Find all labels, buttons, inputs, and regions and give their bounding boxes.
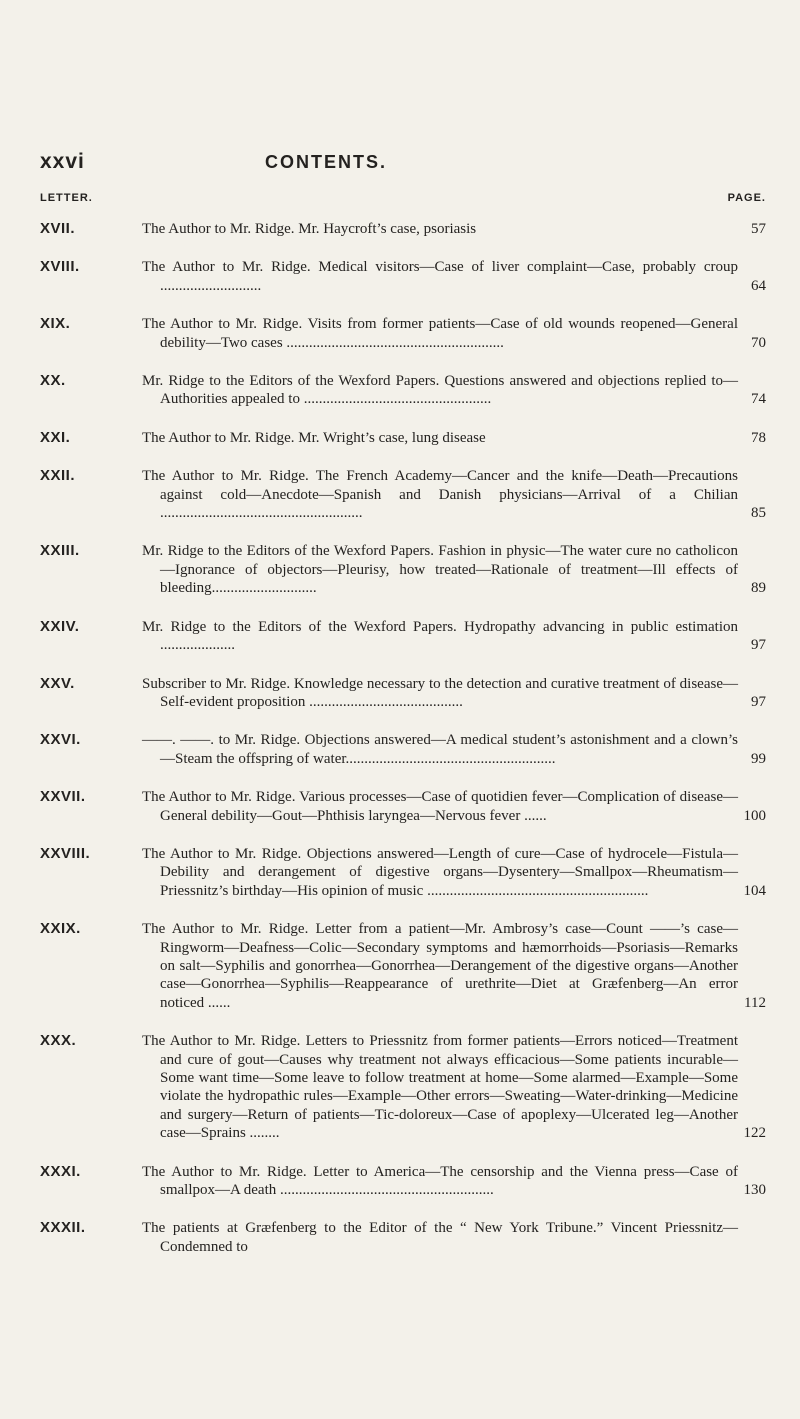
- letter-numeral: XXXII.: [40, 1219, 86, 1237]
- entry-page: 85: [751, 505, 766, 522]
- entry-page: 100: [743, 807, 766, 824]
- entry-page: 78: [751, 429, 766, 446]
- entry-description: Mr. Ridge to the Editors of the Wexford Papers. Questions answered and objections replied to—Authorities appealed to ..................................................: [142, 373, 738, 408]
- entry-page: 97: [751, 693, 766, 710]
- page-column-header: PAGE.: [727, 192, 766, 204]
- toc-entry: [40, 788, 766, 825]
- entry-description: The Author to Mr. Ridge. Mr. Wright’s case, lung disease: [142, 429, 486, 446]
- toc-entry: [40, 731, 766, 768]
- page-number: xxvi: [40, 150, 85, 173]
- letter-numeral: XXVI.: [40, 731, 81, 749]
- entry-description: The Author to Mr. Ridge. Mr. Haycroft’s case, psoriasis: [142, 221, 477, 237]
- toc-entry: [40, 1163, 766, 1200]
- entry-page: 97: [751, 637, 766, 654]
- entry-page: 70: [751, 334, 766, 351]
- toc-entry: [40, 1219, 766, 1256]
- entry-page: 130: [743, 1182, 766, 1199]
- toc-entry: [40, 675, 766, 712]
- toc-entry: [40, 220, 766, 238]
- entry-description: The Author to Mr. Ridge. Letter from a patient—Mr. Ambrosy’s case—Count ——’s case—Ringworm—Deafness—Colic—Secondary symptoms and hæmorrhoids—Psoriasis—Remarks on salt—Syphilis and gonorrhea—Gonorrhea—Derangement of the digestive organs—Another case—Gonorrhea—Syphilis—Reappearance of urethrite—Diet at Græfenberg—An error noticed ......: [142, 921, 738, 1011]
- letter-numeral: XXV.: [40, 674, 75, 692]
- toc-entry: [40, 920, 766, 1012]
- entry-description: The Author to Mr. Ridge. Letter to America—The censorship and the Vienna press—Case of smallpox—A death .........................................................: [142, 1163, 738, 1199]
- letter-numeral: XXIX.: [40, 920, 81, 938]
- entry-description: The Author to Mr. Ridge. Objections answered—Length of cure—Case of hydrocele—Fistula—Debility and derangement of digestive organs—Dysentery—Smallpox—Rheumatism—Priessnitz’s birthday—His opinion of music ...........................................................: [142, 845, 738, 899]
- entry-description: The Author to Mr. Ridge. Various processes—Case of quotidien fever—Complication of disease—General debility—Gout—Phthisis laryngea—Nervous fever ......: [142, 789, 738, 824]
- letter-numeral: XXIV.: [40, 617, 80, 635]
- letter-numeral: XXII.: [40, 467, 76, 485]
- entry-page: 112: [744, 994, 766, 1011]
- contents-list: [40, 220, 766, 1276]
- entry-page: 74: [751, 391, 766, 408]
- letter-numeral: XXIII.: [40, 542, 80, 560]
- entry-page: 64: [751, 277, 766, 294]
- entry-page: 99: [751, 750, 766, 767]
- letter-numeral: XXXI.: [40, 1162, 81, 1180]
- entry-description: The patients at Græfenberg to the Editor of the “ New York Tribune.” Vincent Priessnitz—Condemned to: [142, 1220, 738, 1255]
- toc-entry: [40, 845, 766, 900]
- letter-numeral: XXX.: [40, 1032, 77, 1050]
- letter-numeral: XXVII.: [40, 788, 86, 806]
- toc-entry: [40, 315, 766, 352]
- toc-entry: [40, 372, 766, 409]
- entry-description: Mr. Ridge to the Editors of the Wexford Papers. Hydropathy advancing in public estimation ....................: [142, 618, 738, 654]
- running-head: [40, 150, 740, 174]
- letter-numeral: XVIII.: [40, 258, 80, 276]
- entry-description: The Author to Mr. Ridge. Visits from former patients—Case of old wounds reopened—General debility—Two cases ..........................................................: [142, 316, 738, 351]
- toc-entry: [40, 258, 766, 295]
- entry-description: The Author to Mr. Ridge. The French Academy—Cancer and the knife—Death—Precautions against cold—Anecdote—Spanish and Danish physicians—Arrival of a Chilian ......................................................: [142, 468, 738, 522]
- column-headers: [40, 192, 766, 208]
- entry-description: ——. ——. to Mr. Ridge. Objections answered—A medical student’s astonishment and a clown’s—Steam the offspring of water........................................................: [142, 732, 738, 767]
- toc-entry: [40, 467, 766, 522]
- toc-entry: [40, 429, 766, 447]
- toc-entry: [40, 1032, 766, 1142]
- entry-page: 89: [751, 580, 766, 597]
- letter-column-header: LETTER.: [40, 192, 93, 204]
- entry-page: 122: [743, 1125, 766, 1142]
- entry-page: 57: [751, 221, 766, 237]
- toc-entry: [40, 618, 766, 655]
- letter-numeral: XXI.: [40, 428, 71, 446]
- entry-description: The Author to Mr. Ridge. Letters to Priessnitz from former patients—Errors noticed—Treatment and cure of gout—Causes why treatment not always efficacious—Some patients incurable—Some want time—Some leave to follow treatment at home—Some alarmed—Example—Some violate the hydropathic rules—Example—Other errors—Sweating—Water-drinking—Medicine and surgery—Return of patients—Tic-doloreux—Case of apoplexy—Ulcerated leg—Another case—Sprains ........: [142, 1033, 738, 1142]
- running-title: CONTENTS.: [265, 152, 388, 172]
- letter-numeral: XVII.: [40, 220, 76, 237]
- entry-description: Mr. Ridge to the Editors of the Wexford Papers. Fashion in physic—The water cure no catholicon—Ignorance of objectors—Pleurisy, how treated—Rationale of treatment—Ill effects of bleeding............................: [142, 543, 738, 597]
- letter-numeral: XX.: [40, 372, 66, 390]
- entry-description: Subscriber to Mr. Ridge. Knowledge necessary to the detection and curative treatment of disease—Self-evident proposition .........................................: [142, 675, 738, 710]
- entry-description: The Author to Mr. Ridge. Medical visitors—Case of liver complaint—Case, probably croup ...........................: [142, 259, 738, 294]
- letter-numeral: XXVIII.: [40, 844, 91, 862]
- toc-entry: [40, 542, 766, 597]
- entry-page: 104: [743, 882, 766, 899]
- letter-numeral: XIX.: [40, 315, 71, 333]
